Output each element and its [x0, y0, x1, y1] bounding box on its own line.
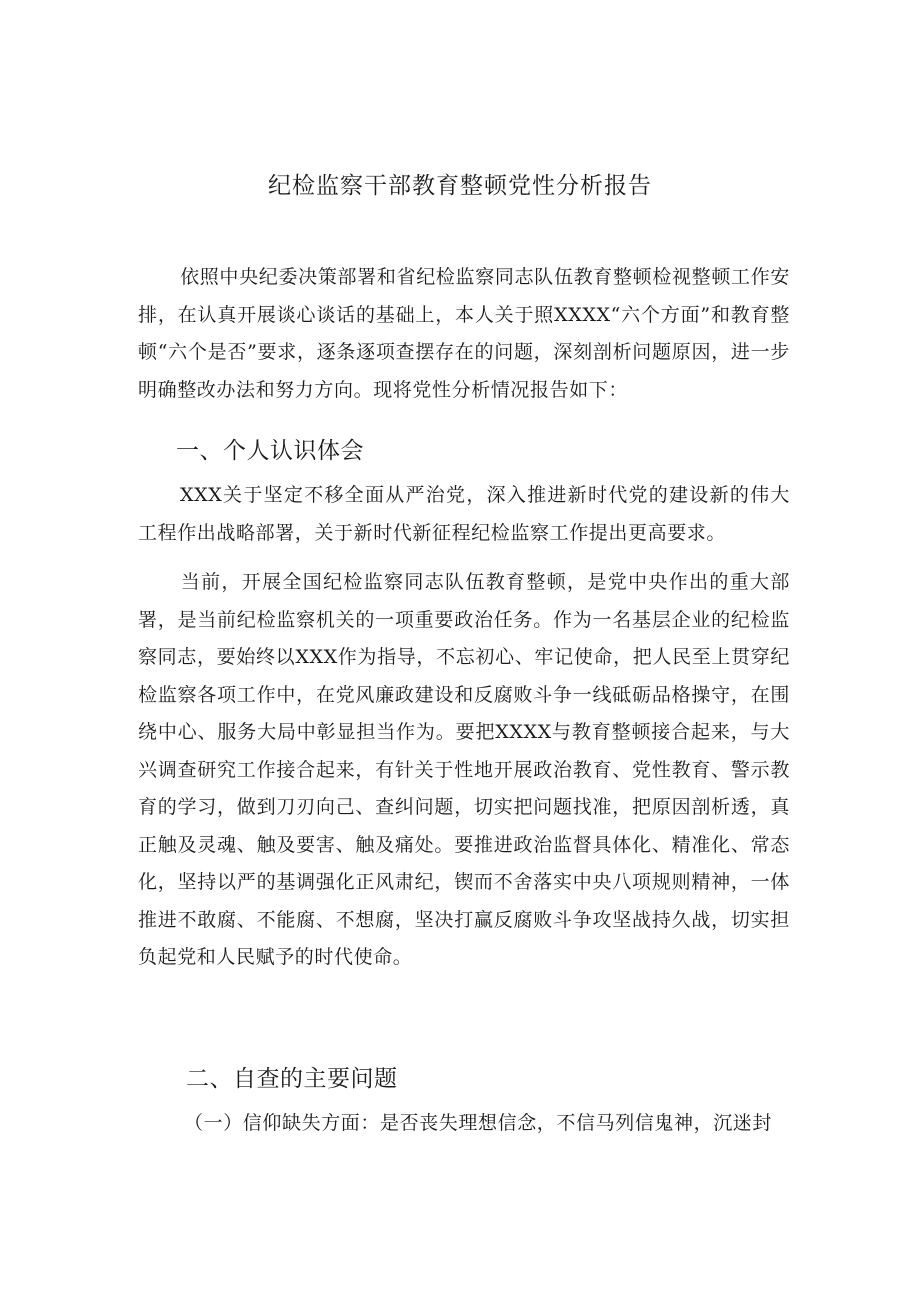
- intro-text: 依照中央纪委决策部署和省纪检监察同志队伍教育整顿检视整顿工作安排，在认真开展谈心谈话的基础上，本人关于照XXXX“六个方面”和教育整顿“六个是否”要求，逐条逐项查摆存在的问题，深刻剖析问题原因，进一步明确整改办法和努力方向。现将党性分析情况报告如下：: [138, 266, 790, 401]
- section1-heading: 一、个人认识体会: [176, 438, 364, 464]
- section2-heading: 二、自查的主要问题: [186, 1066, 398, 1092]
- section1-paragraph-2: [138, 564, 790, 977]
- section1-paragraph-2-text: 当前，开展全国纪检监察同志队伍教育整顿，是党中央作出的重大部署，是当前纪检监察机关的一项重要政治任务。作为一名基层企业的纪检监察同志，要始终以XXX作为指导，不忘初心、牢记使命，把人民至上贯穿纪检监察各项工作中，在党风廉政建设和反腐败斗争一线砥砺品格操守，在围绕中心、服务大局中彰显担当作为。要把XXXX与教育整顿接合起来，与大兴调查研究工作接合起来，有针关于性地开展政治教育、党性教育、警示教育的学习，做到刀刃向己、查纠问题，切实把问题找准，把原因剖析透，真正触及灵魂、触及要害、触及痛处。要推进政治监督具体化、精准化、常态化，坚持以严的基调强化正风肃纪，锲而不舍落实中央八项规则精神，一体推进不敢腐、不能腐、不想腐，坚决打赢反腐败斗争攻坚战持久战，切实担负起党和人民赋予的时代使命。: [138, 571, 790, 968]
- section1-paragraph-1: [138, 477, 790, 552]
- intro-paragraph: [138, 259, 790, 409]
- document-title: 纪检监察干部教育整顿党性分析报告: [268, 173, 652, 199]
- section2-item-1: （一）信仰缺失方面：是否丧失理想信念，不信马列信鬼神，沉迷封: [184, 1112, 773, 1134]
- section1-paragraph-1-text: XXX关于坚定不移全面从严治党，深入推进新时代党的建设新的伟大工程作出战略部署，关于新时代新征程纪检监察工作提出更高要求。: [138, 484, 790, 544]
